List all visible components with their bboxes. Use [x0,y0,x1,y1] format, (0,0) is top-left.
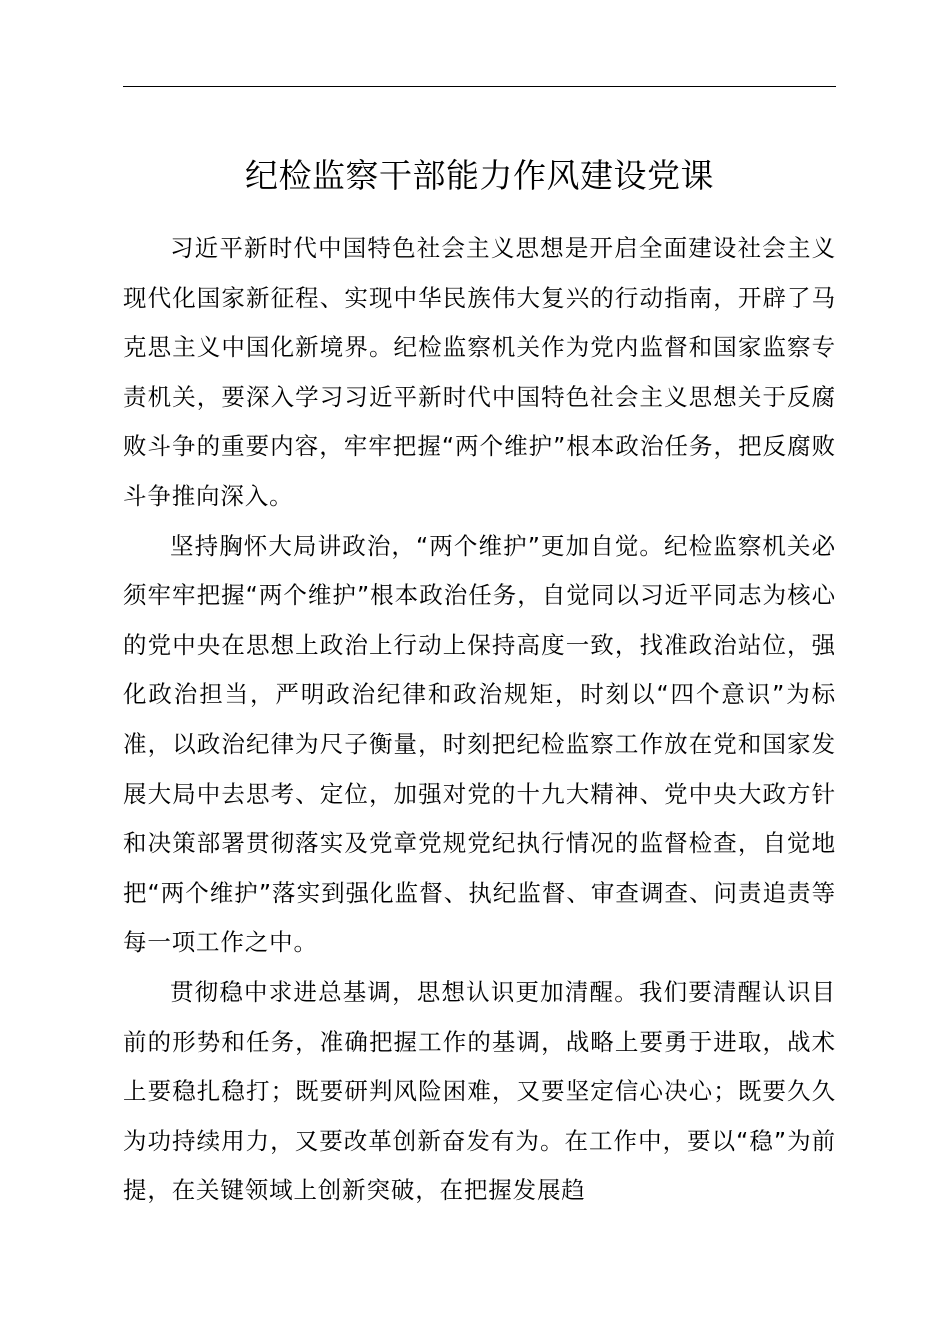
header-rule [123,86,836,87]
paragraph-3: 贯彻稳中求进总基调，思想认识更加清醒。我们要清醒认识目前的形势和任务，准确把握工作的基调，战略上要勇于进取，战术上要稳扎稳打；既要研判风险困难，又要坚定信心决心；既要久久为功持续用力，又要改革创新奋发有为。在工作中，要以“稳”为前提，在关键领域上创新突破，在把握发展趋 [123,977,836,1205]
document-title: 纪检监察干部能力作风建设党课 [245,156,714,195]
paragraph-1: 习近平新时代中国特色社会主义思想是开启全面建设社会主义现代化国家新征程、实现中华民族伟大复兴的行动指南，开辟了马克思主义中国化新境界。纪检监察机关作为党内监督和国家监察专责机关，要深入学习习近平新时代中国特色社会主义思想关于反腐败斗争的重要内容，牢牢把握“两个维护”根本政治任务，把反腐败斗争推向深入。 [123,234,836,510]
document-body [123,224,836,1216]
paragraph-2: 坚持胸怀大局讲政治，“两个维护”更加自觉。纪检监察机关必须牢牢把握“两个维护”根本政治任务，自觉同以习近平同志为核心的党中央在思想上政治上行动上保持高度一致，找准政治站位，强化政治担当，严明政治纪律和政治规矩，时刻以“四个意识”为标准，以政治纪律为尺子衡量，时刻把纪检监察工作放在党和国家发展大局中去思考、定位，加强对党的十九大精神、党中央大政方针和决策部署贯彻落实及党章党规党纪执行情况的监督检查，自觉地把“两个维护”落实到强化监督、执纪监督、审查调查、问责追责等每一项工作之中。 [123,531,836,957]
